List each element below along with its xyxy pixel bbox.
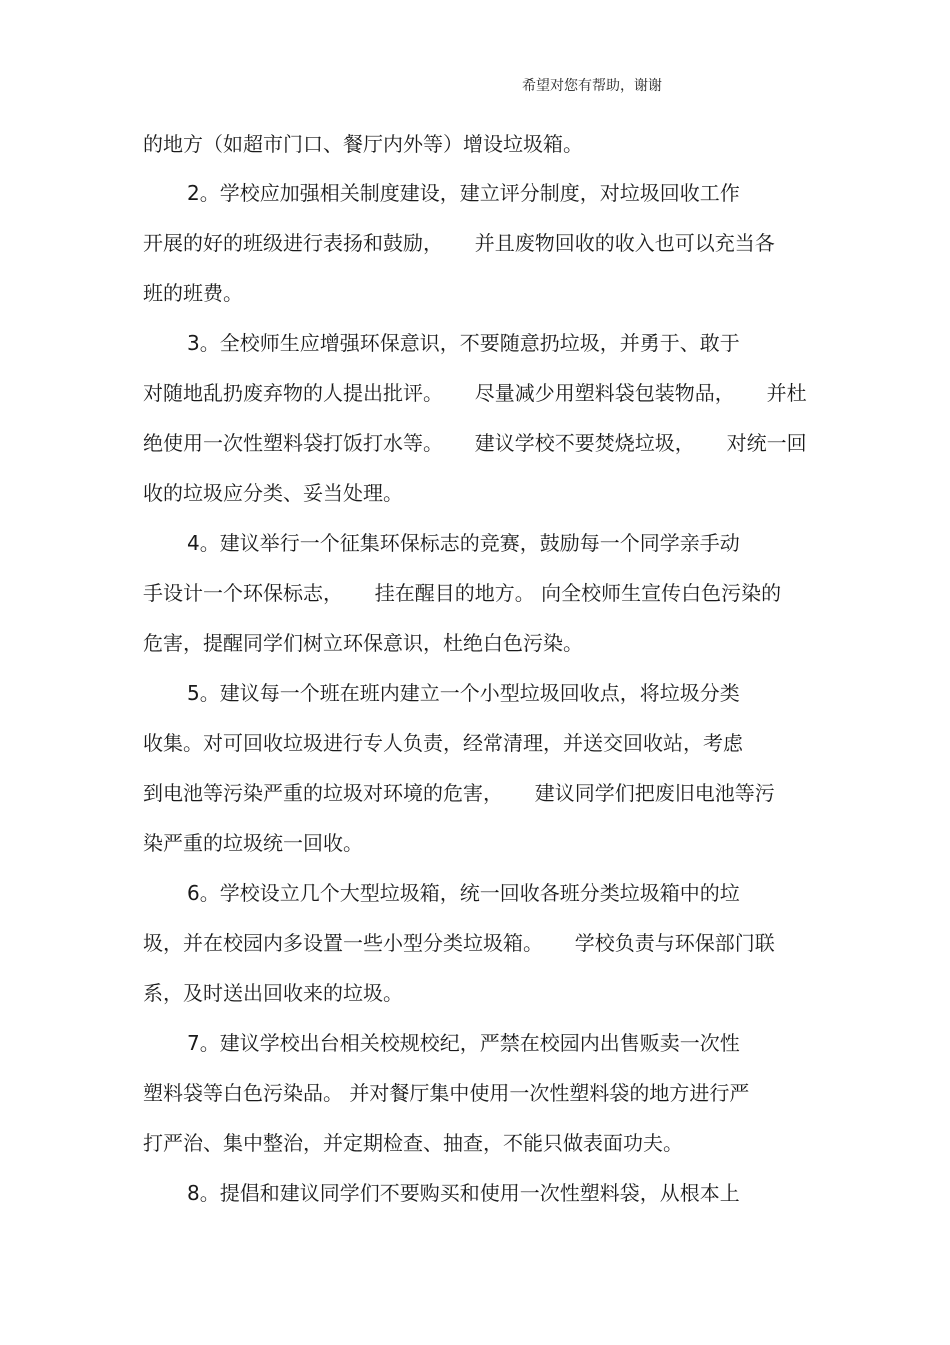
text-line: 班的班费。 [143,281,243,305]
text-line: 到电池等污染严重的垃圾对环境的危害， 建议同学们把废旧电池等污 [143,781,775,805]
paragraph-start-line: 5。建议每一个班在班内建立一个小型垃圾回收点，将垃圾分类 [187,681,740,705]
text-line: 收的垃圾应分类、妥当处理。 [143,481,403,505]
paragraph-start-line: 3。全校师生应增强环保意识，不要随意扔垃圾，并勇于、敢于 [187,331,740,355]
paragraph-start-line: 2。学校应加强相关制度建设，建立评分制度，对垃圾回收工作 [187,181,740,205]
text-line: 绝使用一次性塑料袋打饭打水等。 建议学校不要焚烧垃圾， 对统一回 [143,431,807,455]
text-line: 开展的好的班级进行表扬和鼓励， 并且废物回收的收入也可以充当各 [143,231,775,255]
text-line: 的地方（如超市门口、餐厅内外等）增设垃圾箱。 [143,132,583,156]
paragraph-start-line: 7。建议学校出台相关校规校纪，严禁在校园内出售贩卖一次性 [187,1031,740,1055]
text-line: 系，及时送出回收来的垃圾。 [143,981,403,1005]
text-line: 染严重的垃圾统一回收。 [143,831,363,855]
text-line: 圾，并在校园内多设置一些小型分类垃圾箱。 学校负责与环保部门联 [143,931,775,955]
text-line: 塑料袋等白色污染品。 并对餐厅集中使用一次性塑料袋的地方进行严 [143,1081,750,1105]
text-line: 手设计一个环保标志， 挂在醒目的地方。 向全校师生宣传白色污染的 [143,581,782,605]
page-header: 希望对您有帮助，谢谢 [522,78,662,94]
paragraph-start-line: 4。建议举行一个征集环保标志的竞赛，鼓励每一个同学亲手动 [187,531,740,555]
text-line: 打严治、集中整治，并定期检查、抽查，不能只做表面功夫。 [143,1131,683,1155]
text-line: 对随地乱扔废弃物的人提出批评。 尽量减少用塑料袋包装物品， 并杜 [143,381,807,405]
text-line: 危害，提醒同学们树立环保意识，杜绝白色污染。 [143,631,583,655]
paragraph-start-line: 8。提倡和建议同学们不要购买和使用一次性塑料袋，从根本上 [187,1181,740,1205]
text-line: 收集。对可回收垃圾进行专人负责，经常清理，并送交回收站，考虑 [143,731,743,755]
paragraph-start-line: 6。学校设立几个大型垃圾箱，统一回收各班分类垃圾箱中的垃 [187,881,740,905]
